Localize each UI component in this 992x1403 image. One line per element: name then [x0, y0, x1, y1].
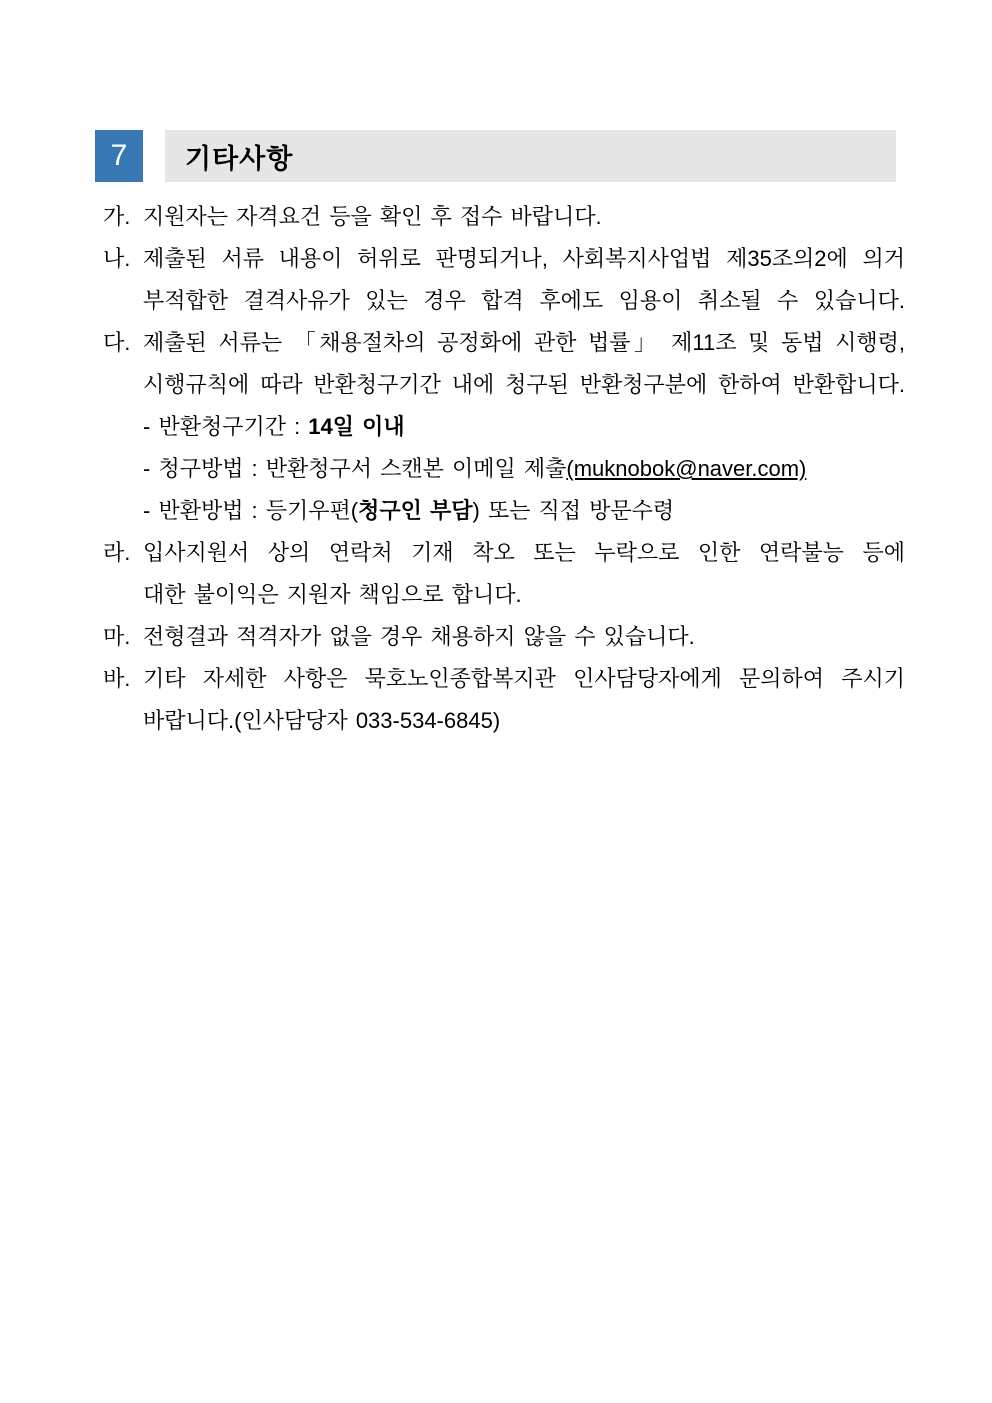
text-line [143, 364, 905, 406]
item-body [143, 658, 905, 742]
text-line [143, 238, 905, 280]
other-matters-list [103, 196, 905, 742]
text-segment: - 반환방법 : 등기우편( [143, 498, 359, 523]
item-body [143, 532, 905, 616]
text-segment: - 청구방법 : 반환청구서 스캔본 이메일 제출 [143, 456, 567, 481]
list-item [103, 532, 905, 616]
item-label: 라. [103, 540, 131, 565]
text-segment: 입사지원서 상의 연락처 기재 착오 또는 누락으로 인한 연락불능 등에 [143, 540, 905, 565]
text-segment: 대한 불이익은 지원자 책임으로 합니다. [143, 582, 522, 607]
text-segment: 기타 자세한 사항은 묵호노인종합복지관 인사담당자에게 문의하여 주시기 [143, 666, 905, 691]
text-line [143, 658, 905, 700]
item-body [143, 238, 905, 322]
text-segment: 청구인 부담 [358, 498, 473, 523]
text-segment: 전형결과 적격자가 없을 경우 채용하지 않을 수 있습니다. [143, 624, 695, 649]
item-body [143, 196, 905, 238]
text-segment: 제출된 서류는 「채용절차의 공정화에 관한 법률」 제11조 및 동법 시행령, [143, 330, 905, 355]
text-segment: 시행규칙에 따라 반환청구기간 내에 청구된 반환청구분에 한하여 반환합니다. [143, 372, 905, 397]
text-segment: 바랍니다.(인사담당자 033-534-6845) [143, 708, 501, 733]
text-segment: - 반환청구기간 : [143, 414, 309, 439]
text-line [143, 700, 905, 742]
text-segment: ) 또는 직접 방문수령 [472, 498, 675, 523]
section-title-bar [165, 130, 896, 182]
list-item [103, 616, 905, 658]
list-item [103, 322, 905, 532]
text-line [143, 574, 905, 616]
list-item [103, 238, 905, 322]
list-item [103, 196, 905, 238]
text-segment: 부적합한 결격사유가 있는 경우 합격 후에도 임용이 취소될 수 있습니다. [143, 288, 905, 313]
text-line [143, 280, 905, 322]
list-item [103, 658, 905, 742]
item-label: 바. [103, 666, 131, 691]
text-line [143, 322, 905, 364]
text-line [143, 406, 905, 448]
item-body [143, 322, 905, 532]
email-link[interactable]: (muknobok@naver.com) [566, 456, 807, 481]
text-line [143, 616, 905, 658]
section-number-badge: 7 [95, 130, 143, 182]
section-header [95, 130, 896, 182]
text-line [143, 196, 905, 238]
text-line [143, 448, 905, 490]
text-segment: 지원자는 자격요건 등을 확인 후 접수 바랍니다. [143, 204, 602, 229]
text-line [143, 532, 905, 574]
text-segment: 14일 이내 [308, 414, 405, 439]
item-label: 마. [103, 624, 131, 649]
text-line [143, 490, 905, 532]
item-label: 다. [103, 330, 131, 355]
item-label: 나. [103, 246, 131, 271]
text-segment: 제출된 서류 내용이 허위로 판명되거나, 사회복지사업법 제35조의2에 의거 [143, 246, 905, 271]
item-body [143, 616, 905, 658]
section-title: 기타사항 [185, 143, 294, 174]
item-label: 가. [103, 204, 131, 229]
